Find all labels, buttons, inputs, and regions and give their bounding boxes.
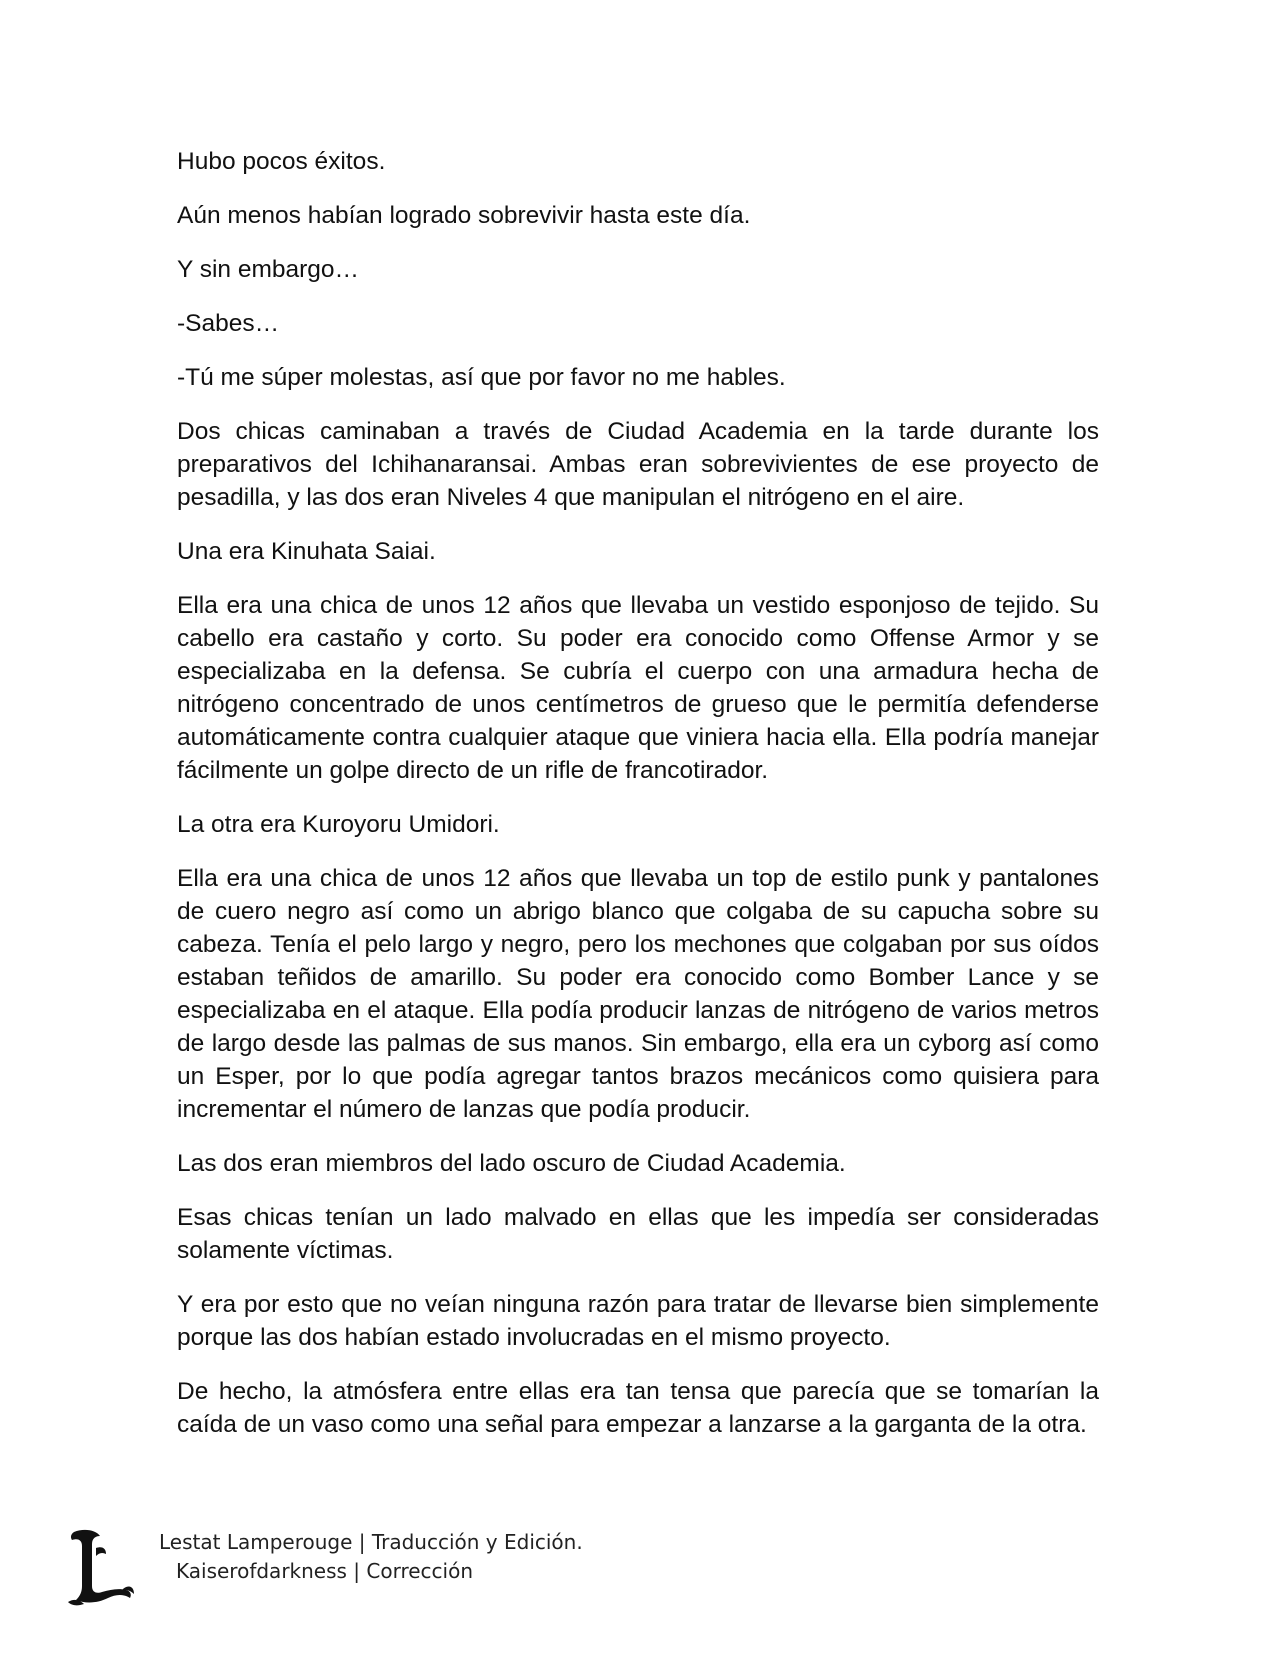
paragraph: Aún menos habían logrado sobrevivir hasta este día. [177, 202, 751, 229]
gothic-letter-l-logo-icon [66, 1528, 136, 1608]
paragraph: -Sabes… [177, 310, 280, 337]
credit-translation: Lestat Lamperouge | Traducción y Edición. [159, 1530, 583, 1554]
paragraph: La otra era Kuroyoru Umidori. [177, 811, 500, 838]
paragraph: Las dos eran miembros del lado oscuro de Ciudad Academia. [177, 1150, 846, 1177]
paragraph: Esas chicas tenían un lado malvado en ellas que les impedía ser consideradas solamente víctimas. [177, 1204, 1099, 1264]
credit-correction: Kaiserofdarkness | Corrección [176, 1559, 474, 1583]
paragraph: Y sin embargo… [177, 256, 360, 283]
paragraph: -Tú me súper molestas, así que por favor no me hables. [177, 364, 786, 391]
paragraph: Dos chicas caminaban a través de Ciudad Academia en la tarde durante los preparativos del Ichihanaransai. Ambas eran sobrevivientes de ese proyecto de pesadilla, y las dos eran Niveles 4 que manipulan el nitrógeno en el aire. [177, 418, 1099, 511]
paragraph: Hubo pocos éxitos. [177, 148, 386, 175]
document-body [177, 145, 1099, 1462]
credits [159, 1528, 583, 1586]
paragraph: Y era por esto que no veían ninguna razón para tratar de llevarse bien simplemente porque las dos habían estado involucradas en el mismo proyecto. [177, 1291, 1099, 1351]
paragraph: Ella era una chica de unos 12 años que llevaba un vestido esponjoso de tejido. Su cabello era castaño y corto. Su poder era conocido como Offense Armor y se especializaba en la defensa. Se cubría el cuerpo con una armadura hecha de nitrógeno concentrado de unos centímetros de grueso que le permitía defenderse automáticamente contra cualquier ataque que viniera hacia ella. Ella podría manejar fácilmente un golpe directo de un rifle de francotirador. [177, 592, 1099, 784]
paragraph: De hecho, la atmósfera entre ellas era tan tensa que parecía que se tomarían la caída de un vaso como una señal para empezar a lanzarse a la garganta de la otra. [177, 1378, 1099, 1438]
paragraph: Ella era una chica de unos 12 años que llevaba un top de estilo punk y pantalones de cuero negro así como un abrigo blanco que colgaba de su capucha sobre su cabeza. Tenía el pelo largo y negro, pero los mechones que colgaban por sus oídos estaban teñidos de amarillo. Su poder era conocido como Bomber Lance y se especializaba en el ataque. Ella podía producir lanzas de nitrógeno de varios metros de largo desde las palmas de sus manos. Sin embargo, ella era un cyborg así como un Esper, por lo que podía agregar tantos brazos mecánicos como quisiera para incrementar el número de lanzas que podía producir. [177, 865, 1099, 1123]
footer [66, 1528, 766, 1638]
paragraph: Una era Kinuhata Saiai. [177, 538, 436, 565]
